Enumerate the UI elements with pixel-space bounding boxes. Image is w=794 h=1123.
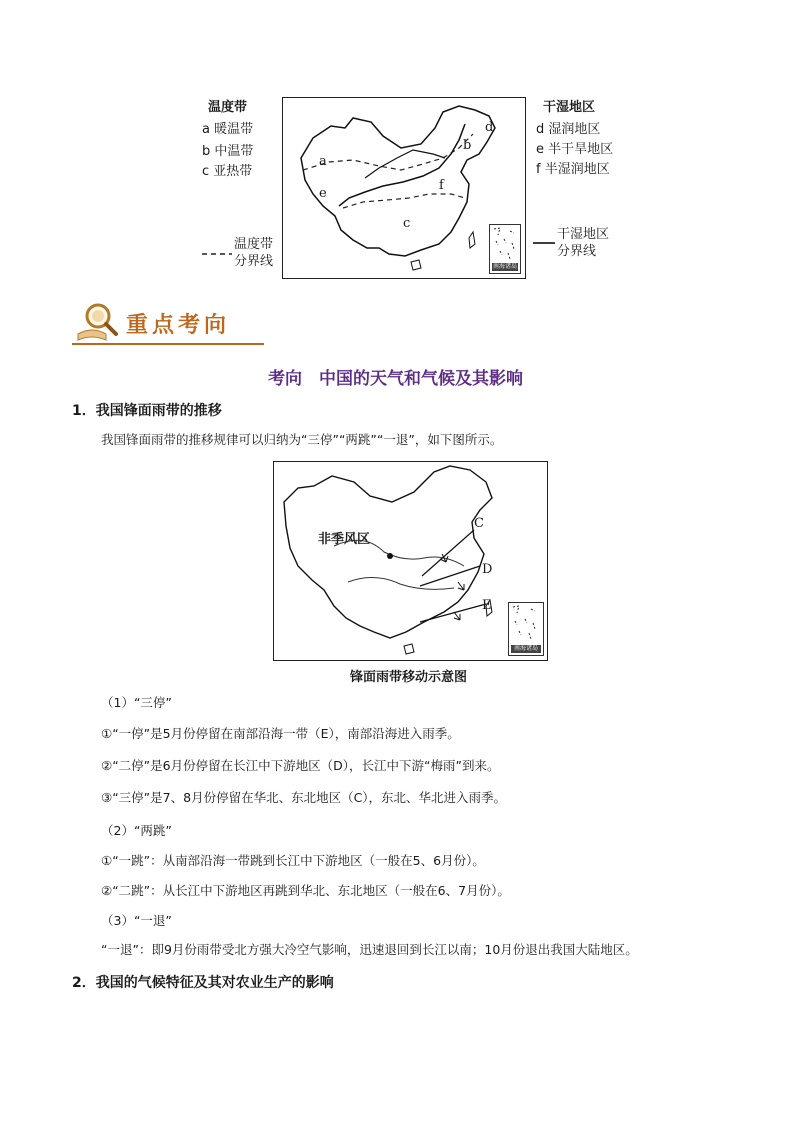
humidity-zone-letter: d xyxy=(536,122,545,137)
humidity-zone-name: 湿润地区 xyxy=(548,122,601,137)
magnifier-book-icon xyxy=(72,300,122,344)
south-china-sea-inset xyxy=(489,224,521,274)
temp-boundary-label-line1: 温度带 xyxy=(234,237,274,252)
item-first-jump: ①“一跳”：从南部沿海一带跳到长江中下游地区（一般在5、6月份）。 xyxy=(101,853,485,868)
inset-label: 南海诸岛 xyxy=(492,263,517,270)
banner-underline xyxy=(72,343,264,345)
subheading-three-stops: （1）“三停” xyxy=(101,695,172,710)
rain-belt-outline-map xyxy=(274,462,547,660)
humidity-boundary-label-line2: 分界线 xyxy=(557,244,597,259)
section-title: 考向 中国的天气和气候及其影响 xyxy=(268,369,523,389)
banner-title: 重点考向 xyxy=(126,313,231,338)
temp-zone-c xyxy=(202,162,252,182)
south-china-sea-islands-icon xyxy=(490,225,520,263)
temp-zone-name: 中温带 xyxy=(214,144,254,159)
rain-belt-letter-e: E xyxy=(482,598,492,613)
item-third-stop: ③“三停”是7、8月份停留在华北、东北地区（C），东北、华北进入雨季。 xyxy=(101,790,507,805)
temp-zone-name: 暖温带 xyxy=(214,122,254,137)
temp-zone-name: 亚热带 xyxy=(213,164,253,179)
humidity-zone-name: 半湿润地区 xyxy=(544,162,610,177)
map-letter-c: c xyxy=(403,216,411,231)
south-china-sea-inset xyxy=(508,602,544,656)
map-letter-e: e xyxy=(319,186,327,201)
non-monsoon-region-label: 非季风区 xyxy=(318,532,371,547)
humidity-zone-letter: e xyxy=(536,142,544,157)
temp-zone-letter: b xyxy=(202,144,211,159)
inset-label: 南海诸岛 xyxy=(511,645,541,653)
temp-boundary-dashed-line-icon xyxy=(202,250,232,258)
temp-zone-a xyxy=(202,120,253,140)
temp-boundary-label-line2: 分界线 xyxy=(234,254,274,269)
humidity-zone-name: 半干旱地区 xyxy=(548,142,614,157)
humidity-zone-f xyxy=(536,160,610,180)
item-second-jump: ②“二跳”：从长江中下游地区再跳到华北、东北地区（一般在6、7月份）。 xyxy=(101,883,510,898)
map-letter-a: a xyxy=(319,154,327,169)
subheading-two-jumps: （2）“两跳” xyxy=(101,823,172,838)
item-second-stop: ②“二停”是6月份停留在长江中下游地区（D），长江中下游“梅雨”到来。 xyxy=(101,758,500,773)
humidity-boundary-label xyxy=(557,226,609,260)
subheading-one-retreat: （3）“一退” xyxy=(101,913,172,928)
item-retreat: “一退”：即9月份雨带受北方强大冷空气影响，迅速退回到长江以南；10月份退出我国大陆地区。 xyxy=(101,942,638,957)
humidity-zone-d xyxy=(536,120,600,140)
humidity-boundary-solid-line-icon xyxy=(533,239,555,247)
temp-boundary-label xyxy=(234,236,273,270)
china-climate-map xyxy=(282,97,526,279)
heading-1: 1．我国锋面雨带的推移 xyxy=(72,403,222,419)
rain-belt-caption: 锋面雨带移动示意图 xyxy=(350,670,468,685)
humidity-boundary-label-line1: 干湿地区 xyxy=(557,227,610,242)
rain-belt-map xyxy=(273,461,548,661)
rain-belt-letter-c: C xyxy=(474,516,484,531)
temp-zone-letter: a xyxy=(202,122,210,137)
south-china-sea-islands-icon xyxy=(509,603,543,645)
temp-zone-letter: c xyxy=(202,164,210,179)
heading-2: 2．我国的气候特征及其对农业生产的影响 xyxy=(72,975,334,991)
map-letter-b: b xyxy=(463,138,472,153)
map-letter-f: f xyxy=(439,178,444,193)
humidity-zone-letter: f xyxy=(536,162,541,177)
key-direction-banner xyxy=(72,300,264,346)
humidity-heading: 干湿地区 xyxy=(543,100,596,115)
temp-zone-heading: 温度带 xyxy=(208,100,248,115)
intro-paragraph: 我国锋面雨带的推移规律可以归纳为“三停”“两跳”“一退”，如下图所示。 xyxy=(101,432,503,447)
item-first-stop: ①“一停”是5月份停留在南部沿海一带（E），南部沿海进入雨季。 xyxy=(101,726,460,741)
rain-belt-letter-d: D xyxy=(482,562,493,577)
humidity-zone-e xyxy=(536,140,613,160)
temp-zone-b xyxy=(202,142,253,162)
map-letter-d: d xyxy=(485,120,494,135)
